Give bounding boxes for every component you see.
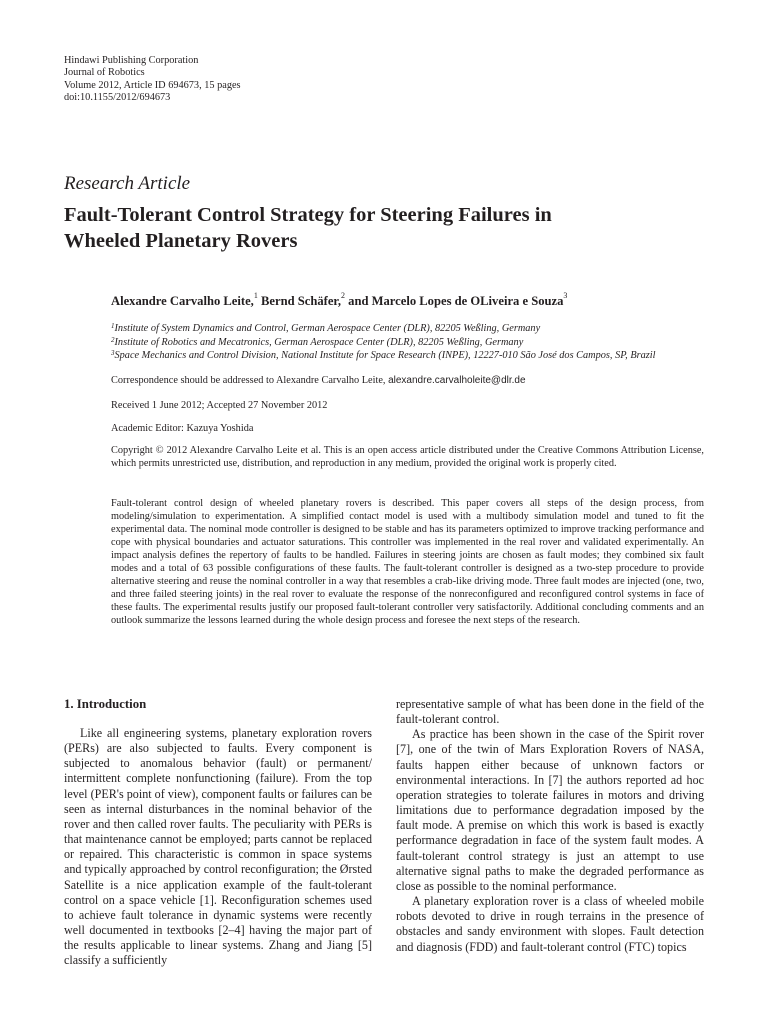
affiliation-mark: 1 (111, 322, 115, 330)
abstract-text: Fault-tolerant control design of wheeled planetary rovers is described. This paper covers all steps of the design process, from modeling/simulation to experimentation. A simplified contact model is used with a multibody simulation model and tuned to fit the experimental data. The nominal mode controller is designed to be stable and has its parameters optimized to improve tracking performance and cope with physical boundaries and actuator saturations. This controller was implemented in the real rover and validated experimentally. An impact analysis defines the repertory of faults to be handled. Failures in steering joints are chosen as fault modes; they combined six fault modes and a total of 63 possible configurations of these faults. The fault-tolerant controller is designed as a two-step procedure to provide alternative steering and reuse the nominal controller in a way that resembles a crab-like driving mode. Three fault modes are injected (one, two, and three failed steering joints) in the real rover to evaluate the response of the nonreconfigured and reconfigured control systems in face of these faults. The experimental results justify our proposed fault-tolerant controller very satisfactorily. Additional concluding comments and an outlook summarize the lessons learned during the whole design process and foresee the next steps of the research. (111, 498, 704, 627)
volume-info: Volume 2012, Article ID 694673, 15 pages (64, 79, 241, 91)
affiliation (111, 322, 656, 336)
body-column-right (396, 697, 704, 955)
article-type: Research Article (64, 173, 191, 194)
journal-name: Journal of Robotics (64, 67, 145, 79)
affiliation-mark: 3 (111, 349, 115, 358)
article-title (64, 202, 704, 254)
affiliation-list (111, 322, 656, 363)
paragraph: A planetary exploration rover is a class of wheeled mobile robots devoted to drive in rough terrains in the presence of obstacles and sandy environment with slopes. Fault detection and diagnosis (FDD) and fault-tolerant control (FTC) topics (396, 894, 704, 954)
author-affiliation-mark: 3 (563, 291, 568, 300)
affiliation (111, 349, 656, 363)
correspondence-text: Correspondence should be addressed to Alexandre Carvalho Leite, (111, 375, 386, 386)
doi-text: doi:10.1155/2012/694673 (64, 92, 171, 104)
received-dates: Received 1 June 2012; Accepted 27 November 2012 (111, 400, 328, 411)
affiliation-mark: 2 (111, 335, 115, 344)
affiliation (111, 336, 656, 350)
affiliation-text: Space Mechanics and Control Division, National Institute for Space Research (INPE), 12227-010 São José dos Campos, SP, Brazil (114, 350, 656, 362)
paragraph: representative sample of what has been done in the field of the fault-tolerant control. (396, 697, 704, 727)
affiliation-text: Institute of System Dynamics and Control, German Aerospace Center (DLR), 82205 Weßling, Germany (114, 323, 541, 334)
paragraph: Like all engineering systems, planetary exploration rovers (PERs) are also subjected to faults. Every component is subjected to anomalous behavior (fault) or permanent/ intermittent complete nonfunctioning (failure). From the top level (PER's point of view), component faults or failures can be seen as internal disturbances in the nominal behavior of the rover and then called rover faults. The peculiarity with PERs is that maintenance cannot be employed; parts cannot be replaced or repaired. This characteristic is common in space systems and typically approached by control reconfiguration; the Ørsted Satellite is a nice application example of the fault-tolerant control on a space vehicle [1]. Reconfiguration schemes used to achieve fault tolerance in dynamic systems were recently well documented in textbooks [2–4] having the major part of the results applicable to linear systems. Zhang and Jiang [5] classify a sufficiently (64, 726, 372, 968)
author-list (111, 291, 568, 309)
correspondence-email-link[interactable]: alexandre.carvalholeite@dlr.de (388, 375, 526, 386)
copyright-notice: Copyright © 2012 Alexandre Carvalho Leite et al. This is an open access article distributed under the Creative Commons Attribution License, which permits unrestricted use, distribution, and reproduction in any medium, provided the original work is properly cited. (111, 445, 704, 469)
author-name: Alexandre Carvalho Leite, (111, 294, 254, 308)
paragraph: As practice has been shown in the case of the Spirit rover [7], one of the twin of Mars Exploration Rovers of NASA, faults happen either because of unknown factors or environmental interactions. In [7] the authors reported ad hoc operation strategies to tolerate failures in motors and driving limitations due to performance degradation imposed by the fault mode. A premise on which this work is based is exactly performance degradation in face of the system fault modes. A fault-tolerant control strategy is just an attempt to use alternative signal paths to make the degraded performance as close as possible to the nominal performance. (396, 727, 704, 893)
publisher-name: Hindawi Publishing Corporation (64, 55, 199, 66)
journal-header (64, 55, 241, 105)
title-line-1: Fault-Tolerant Control Strategy for Steering Failures in (64, 204, 552, 226)
academic-editor: Academic Editor: Kazuya Yoshida (111, 423, 254, 434)
affiliation-text: Institute of Robotics and Mecatronics, German Aerospace Center (DLR), 82205 Weßling, Germany (114, 336, 524, 348)
body-column-left (64, 726, 372, 969)
section-heading: 1. Introduction (64, 697, 147, 711)
author-affiliation-mark: 2 (341, 291, 345, 300)
author-name: Bernd Schäfer, (261, 294, 341, 308)
author-name: and Marcelo Lopes de OLiveira e Souza (348, 294, 564, 308)
correspondence-line (111, 375, 526, 386)
author-affiliation-mark: 1 (253, 291, 258, 300)
title-line-2: Wheeled Planetary Rovers (64, 230, 298, 252)
